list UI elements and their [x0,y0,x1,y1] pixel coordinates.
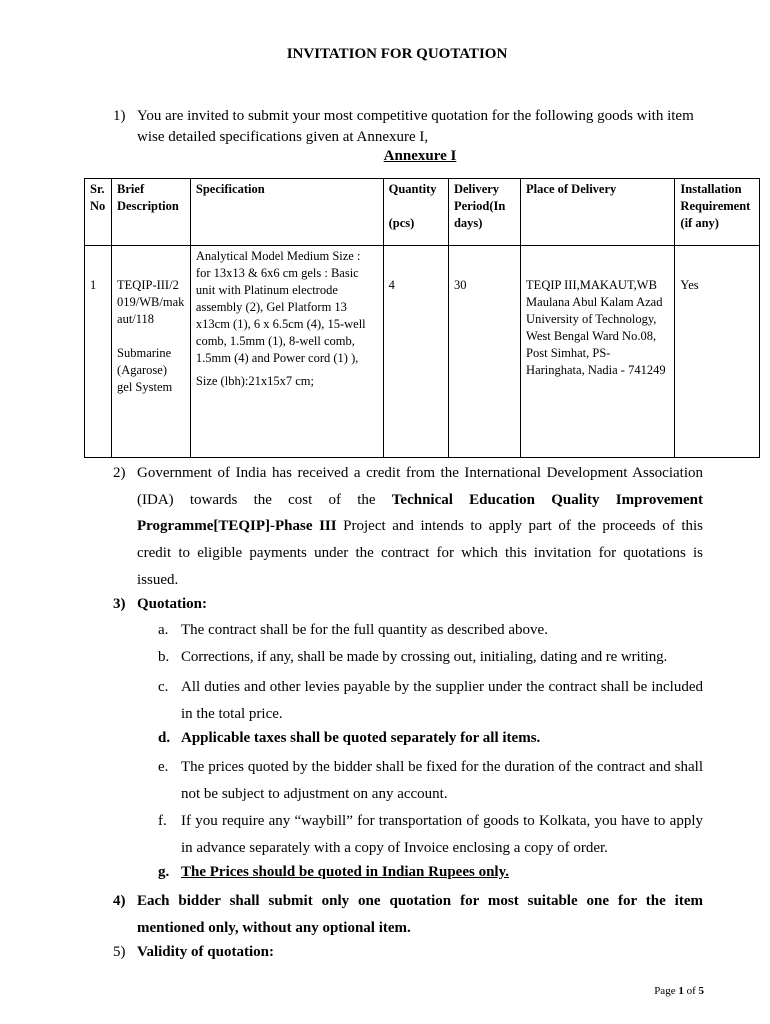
paragraph-1 [113,106,703,148]
cell-sr-no: 1 [85,246,112,458]
list-item: d. Applicable taxes shall be quoted separately for all items. [158,730,541,746]
quotation-heading: Quotation: [137,596,208,612]
paragraph-4-text: Each bidder shall submit only one quotation for most suitable one for the item mentioned only, without any optional item. [137,893,703,936]
annexure-title: Annexure I [383,148,457,164]
item-name: Submarine (Agarose) gel System [117,346,173,394]
list-item: c. All duties and other levies payable by the supplier under the contract shall be included in the total price. [158,679,703,722]
header-delivery-period: Delivery Period(In days) [448,179,520,246]
cell-quantity: 4 [383,246,448,458]
paragraph-2 [113,460,703,594]
table-header-row [85,179,760,246]
paragraph-5-text: Validity of quotation: [137,944,274,960]
paragraph-4-number: 4) [113,893,126,909]
list-item: a. The contract shall be for the full quantity as described above. [158,622,548,638]
list-item: b. Corrections, if any, shall be made by crossing out, initialing, dating and re writing. [158,649,668,665]
spec-size-text: Size (lbh):21x15x7 cm; [195,374,314,388]
cell-brief-description [112,246,191,458]
paragraph-1-number: 1) [113,108,126,124]
paragraph-5-number: 5) [113,944,126,960]
paragraph-4 [113,888,703,941]
spec-main-text: Analytical Model Medium Size : for 13x13 & 6x6 cm gels : Basic unit with Platinum electrode assembly (2), Gel Platform 13 x13cm (1), 6 x 6.5cm (4), 15-well comb, 1.5mm (1), 8-well comb, 1.5mm (4) and Power cord (1) ), [195,249,366,365]
paragraph-2-text: Government of India has received a credit from the International Development Association (IDA) towards the cost of the Technical Education Quality Improvement Programme[TEQIP]-Phase III Project and intends to apply part of the proceeds of this credit to eligible payments under the contract for which this invitation for quotations is issued. [137,465,703,588]
cell-place-of-delivery: TEQIP III,MAKAUT,WB Maulana Abul Kalam Azad University of Technology, West Bengal Ward No.08, Post Simhat, PS- Haringhata, Nadia - 741249 [521,246,675,458]
paragraph-3 [113,594,703,615]
item-code: TEQIP-III/2019/WB/makaut/118 [117,278,185,326]
header-specification: Specification [190,179,383,246]
cell-installation: Yes [675,246,760,458]
list-item: f. If you require any “waybill” for transportation of goods to Kolkata, you have to apply in advance separately with a copy of Invoice enclosing a copy of order. [158,813,703,856]
cell-specification [190,246,383,458]
header-place-of-delivery: Place of Delivery [521,179,675,246]
page-number-footer: Page 1 of 5 [654,985,704,997]
header-installation: Installation Requirement (if any) [675,179,760,246]
table-row [85,246,760,458]
programme-name: Technical Education Quality Improvement Programme[TEQIP]-Phase III [137,491,703,535]
header-sr-no: Sr. No [85,179,112,246]
paragraph-3-number: 3) [113,596,126,612]
document-title: INVITATION FOR QUOTATION [286,46,508,62]
paragraph-1-text: You are invited to submit your most competitive quotation for the following goods with item wise detailed specifications given at Annexure I, [137,108,694,145]
list-item: e. The prices quoted by the bidder shall be fixed for the duration of the contract and shall not be subject to adjustment on any account. [158,759,703,802]
specification-table [84,178,760,458]
header-quantity: Quantity (pcs) [383,179,448,246]
paragraph-5 [113,942,703,963]
header-brief-description: Brief Description [112,179,191,246]
cell-delivery-period: 30 [448,246,520,458]
list-item: g. The Prices should be quoted in Indian Rupees only. [158,864,510,880]
paragraph-2-number: 2) [113,465,126,481]
